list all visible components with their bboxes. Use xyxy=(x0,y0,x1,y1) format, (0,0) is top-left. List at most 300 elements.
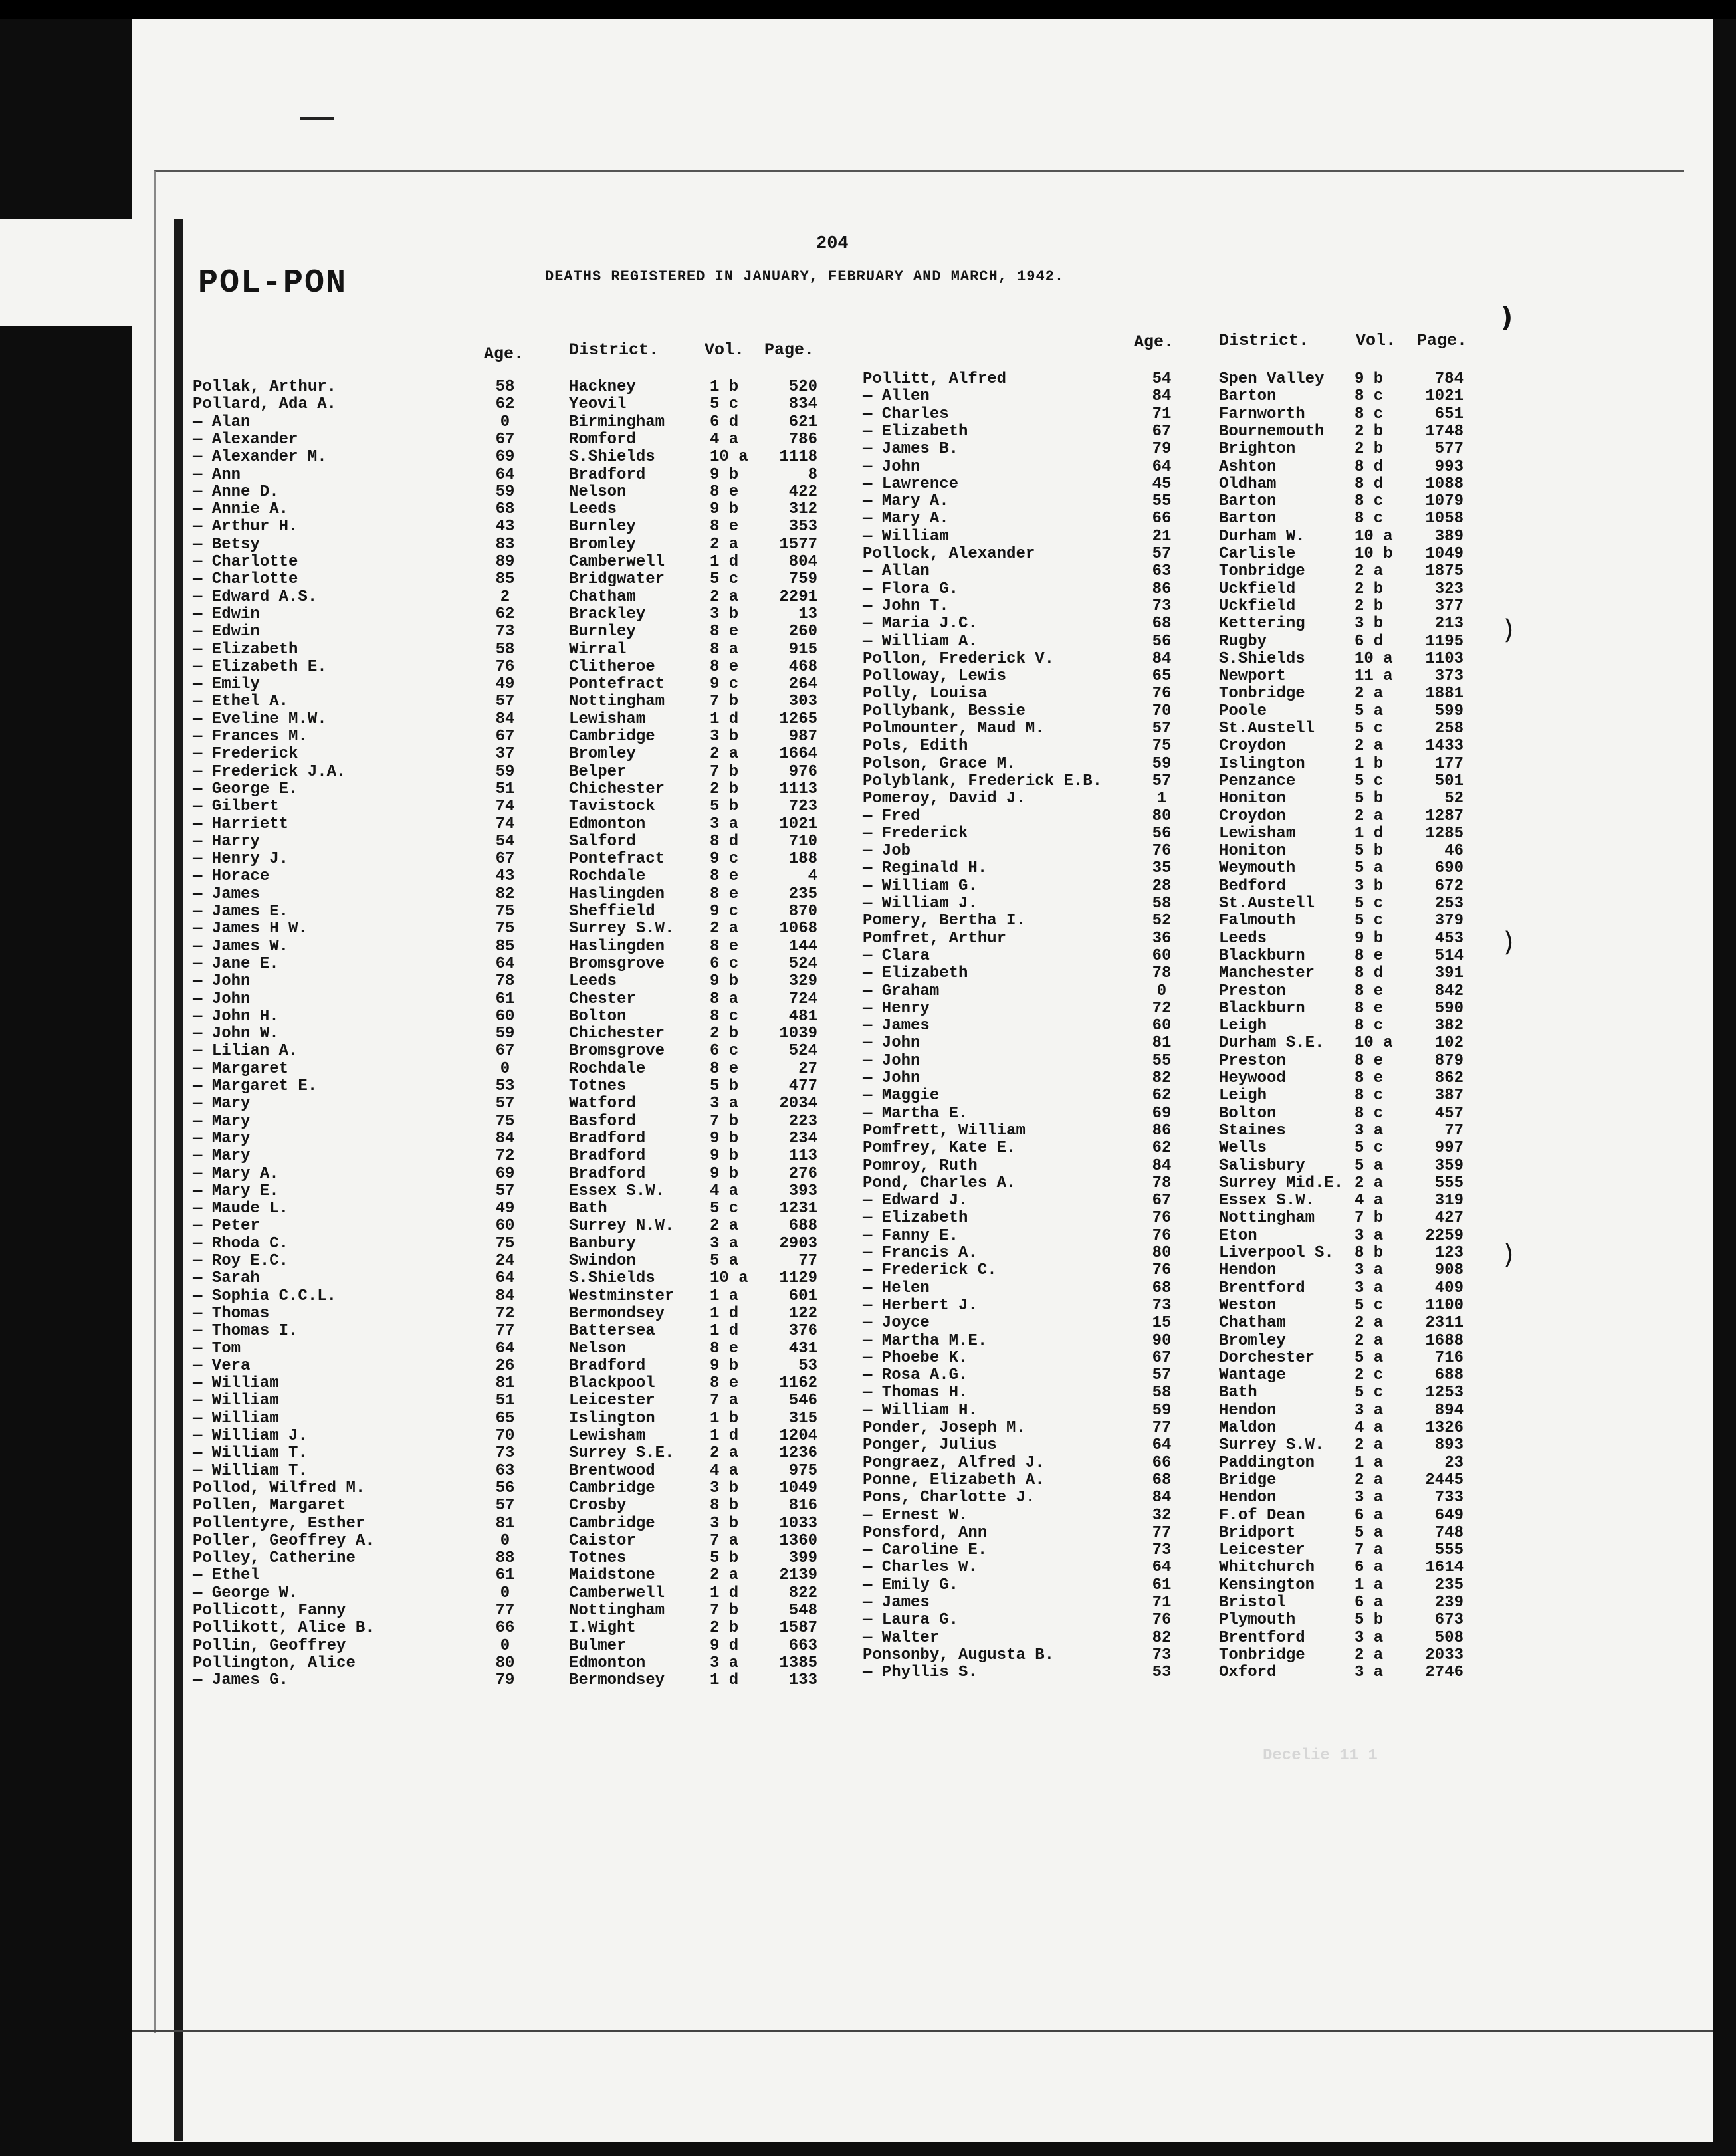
entry-volume: 5 c xyxy=(1355,912,1384,930)
register-entry xyxy=(863,459,1594,476)
entry-district: Chatham xyxy=(1219,1314,1286,1333)
entry-volume: 2 a xyxy=(710,588,739,606)
entry-name: — Elizabeth xyxy=(193,640,298,659)
entry-district: Totnes xyxy=(569,1549,627,1568)
entry-page: 4 xyxy=(808,867,817,886)
entry-name: — Lawrence xyxy=(863,475,959,493)
entry-name: — Margaret xyxy=(193,1059,289,1078)
entry-volume: 5 a xyxy=(710,1252,739,1270)
entry-district: Poole xyxy=(1219,702,1267,720)
film-edge-top xyxy=(0,0,1736,19)
register-entry xyxy=(863,423,1594,441)
entry-district: St.Austell xyxy=(1219,720,1315,738)
entry-age: 1 xyxy=(1156,790,1167,808)
entry-name: — Annie A. xyxy=(193,500,289,519)
entry-district: Kettering xyxy=(1219,615,1305,633)
entry-page: 834 xyxy=(788,395,817,414)
entry-district: Ashton xyxy=(1219,457,1277,476)
entry-page: 555 xyxy=(1434,1541,1464,1560)
entry-district: Newport xyxy=(1219,667,1286,686)
register-entry xyxy=(863,1542,1594,1559)
entry-page: 1385 xyxy=(779,1654,817,1672)
entry-page: 1236 xyxy=(779,1444,817,1463)
entry-volume: 9 c xyxy=(710,903,739,920)
entry-volume: 4 a xyxy=(1355,1419,1384,1437)
entry-name: — James B. xyxy=(863,440,959,459)
index-tab xyxy=(0,219,174,326)
entry-volume: 1 d xyxy=(710,1322,739,1341)
entry-page: 548 xyxy=(788,1602,817,1620)
entry-age: 54 xyxy=(1152,370,1172,388)
entry-volume: 9 c xyxy=(710,675,739,694)
register-entry xyxy=(193,1113,924,1131)
entry-volume: 5 c xyxy=(1355,1384,1384,1402)
register-entry xyxy=(193,973,924,990)
register-entry xyxy=(193,1236,924,1253)
entry-volume: 5 b xyxy=(1355,790,1384,808)
entry-district: Haslingden xyxy=(569,885,665,903)
register-entry xyxy=(193,414,924,431)
register-entry xyxy=(193,851,924,868)
entry-volume: 8 d xyxy=(710,832,739,851)
entry-age: 68 xyxy=(1152,615,1172,633)
entry-page: 376 xyxy=(788,1322,817,1341)
register-entry xyxy=(193,1550,924,1567)
entry-volume: 2 a xyxy=(710,920,739,938)
entry-page: 303 xyxy=(788,693,817,711)
entry-name: — Mary xyxy=(193,1095,251,1113)
entry-age: 61 xyxy=(1152,1576,1172,1594)
entry-district: Surrey N.W. xyxy=(569,1217,675,1236)
register-entry xyxy=(193,1463,924,1480)
entry-age: 58 xyxy=(495,640,515,659)
entry-volume: 2 b xyxy=(710,780,739,798)
register-entry xyxy=(193,449,924,466)
entry-district: I.Wight xyxy=(569,1619,636,1638)
entry-name: — Maria J.C. xyxy=(863,615,978,633)
entry-age: 73 xyxy=(495,623,515,641)
entry-age: 64 xyxy=(495,1269,515,1288)
entry-page: 1253 xyxy=(1425,1384,1464,1402)
right-header-vol: Vol. xyxy=(1356,331,1396,350)
entry-page: 816 xyxy=(788,1497,817,1515)
left-header-page: Page. xyxy=(764,340,815,360)
entry-age: 82 xyxy=(495,885,515,903)
entry-page: 733 xyxy=(1434,1489,1464,1507)
bottom-rule xyxy=(132,2030,1713,2032)
entry-name: — Elizabeth xyxy=(863,964,968,983)
entry-name: Polmounter, Maud M. xyxy=(863,720,1045,738)
entry-district: Weston xyxy=(1219,1296,1277,1315)
entry-name: — William xyxy=(863,527,949,546)
entry-district: Totnes xyxy=(569,1077,627,1095)
entry-district: Lewisham xyxy=(569,710,646,728)
entry-district: Leeds xyxy=(569,972,617,991)
entry-volume: 2 a xyxy=(710,1217,739,1236)
entry-age: 84 xyxy=(1152,1489,1172,1507)
register-entry xyxy=(193,781,924,798)
entry-name: — Phoebe K. xyxy=(863,1348,968,1367)
entry-name: — Charles xyxy=(863,405,949,423)
register-entry xyxy=(863,633,1594,651)
entry-volume: 2 a xyxy=(710,1566,739,1585)
entry-district: Islington xyxy=(569,1409,655,1428)
entry-volume: 8 e xyxy=(1355,982,1384,1000)
entry-page: 2311 xyxy=(1425,1314,1464,1333)
right-header-page: Page. xyxy=(1417,331,1467,350)
entry-district: Bradford xyxy=(569,1147,646,1166)
entry-district: Basford xyxy=(569,1112,636,1131)
entry-page: 52 xyxy=(1444,790,1464,808)
entry-page: 239 xyxy=(1434,1594,1464,1612)
register-entry xyxy=(863,1612,1594,1629)
entry-name: — William G. xyxy=(863,877,978,895)
register-entry xyxy=(193,1043,924,1060)
entry-volume: 8 c xyxy=(1355,1087,1384,1105)
entry-district: Edmonton xyxy=(569,815,646,833)
entry-district: St.Austell xyxy=(1219,895,1315,913)
register-title: DEATHS REGISTERED IN JANUARY, FEBRUARY AND MARCH, 1942. xyxy=(545,269,1065,285)
entry-page: 577 xyxy=(1434,440,1464,459)
entry-district: Bulmer xyxy=(569,1636,627,1655)
entry-page: 975 xyxy=(788,1461,817,1480)
register-entry xyxy=(863,808,1594,825)
entry-age: 76 xyxy=(495,657,515,676)
entry-volume: 3 b xyxy=(710,728,739,746)
entry-district: Brentford xyxy=(1219,1628,1305,1647)
entry-page: 13 xyxy=(798,605,817,623)
register-entry xyxy=(863,1525,1594,1542)
entry-volume: 2 b xyxy=(1355,422,1384,441)
entry-district: Bromley xyxy=(569,535,636,554)
entry-page: 501 xyxy=(1434,772,1464,790)
entry-age: 58 xyxy=(495,378,515,396)
entry-volume: 2 a xyxy=(1355,1436,1384,1455)
entry-page: 234 xyxy=(788,1129,817,1148)
entry-district: Lewisham xyxy=(1219,824,1296,843)
entry-district: Wells xyxy=(1219,1139,1267,1158)
register-entry xyxy=(863,738,1594,755)
entry-district: Uckfield xyxy=(1219,597,1296,615)
entry-page: 264 xyxy=(788,675,817,694)
entry-page: 673 xyxy=(1434,1611,1464,1630)
register-entry xyxy=(863,406,1594,423)
register-entry xyxy=(863,983,1594,1000)
entry-name: — Betsy xyxy=(193,535,260,554)
entry-page: 223 xyxy=(788,1112,817,1131)
register-entry xyxy=(193,886,924,903)
entry-district: Bradford xyxy=(569,465,646,484)
entry-volume: 9 b xyxy=(710,1164,739,1183)
register-entry xyxy=(193,833,924,851)
entry-district: Burnley xyxy=(569,518,636,536)
entry-name: — Joyce xyxy=(863,1314,930,1333)
entry-age: 78 xyxy=(1152,964,1172,983)
entry-age: 83 xyxy=(495,535,515,554)
register-entry xyxy=(193,1602,924,1620)
register-entry xyxy=(193,431,924,449)
entry-age: 35 xyxy=(1152,859,1172,878)
entry-age: 65 xyxy=(495,1409,515,1428)
entry-page: 2139 xyxy=(779,1566,817,1585)
entry-page: 520 xyxy=(788,378,817,396)
entry-district: Maldon xyxy=(1219,1419,1277,1437)
entry-name: — Mary E. xyxy=(193,1182,279,1200)
entry-page: 387 xyxy=(1434,1087,1464,1105)
entry-page: 1204 xyxy=(779,1427,817,1445)
entry-age: 52 xyxy=(1152,912,1172,930)
entry-age: 67 xyxy=(1152,1192,1172,1210)
entry-page: 77 xyxy=(1444,1121,1464,1140)
entry-age: 64 xyxy=(495,954,515,973)
register-entry xyxy=(193,1567,924,1584)
entry-page: 133 xyxy=(788,1671,817,1690)
register-entry xyxy=(193,1358,924,1375)
entry-age: 69 xyxy=(495,1164,515,1183)
entry-district: Hendon xyxy=(1219,1401,1277,1420)
entry-volume: 1 d xyxy=(1355,824,1384,843)
entry-page: 113 xyxy=(788,1147,817,1166)
entry-age: 76 xyxy=(1152,1226,1172,1245)
entry-name: — Horace xyxy=(193,867,270,886)
entry-volume: 5 c xyxy=(710,395,739,414)
register-entry xyxy=(193,1428,924,1445)
entry-page: 1360 xyxy=(779,1531,817,1550)
register-entry xyxy=(863,913,1594,930)
entry-age: 89 xyxy=(495,553,515,571)
entry-volume: 9 b xyxy=(1355,929,1384,948)
entry-age: 68 xyxy=(1152,1471,1172,1489)
entry-name: — Mary xyxy=(193,1147,251,1166)
entry-volume: 1 d xyxy=(710,1304,739,1323)
entry-age: 59 xyxy=(1152,1401,1172,1420)
entry-age: 24 xyxy=(495,1252,515,1270)
entry-page: 724 xyxy=(788,990,817,1008)
entry-district: Bath xyxy=(1219,1384,1257,1402)
entry-district: Watford xyxy=(569,1095,636,1113)
entry-district: Bradford xyxy=(569,1129,646,1148)
register-entry xyxy=(193,798,924,815)
entry-age: 72 xyxy=(1152,999,1172,1018)
entry-page: 621 xyxy=(788,413,817,431)
entry-page: 359 xyxy=(1434,1156,1464,1175)
entry-age: 80 xyxy=(1152,1244,1172,1262)
register-entry xyxy=(863,1210,1594,1227)
entry-name: — Charles W. xyxy=(863,1559,978,1577)
entry-name: Pomfrett, William xyxy=(863,1121,1026,1140)
register-entry xyxy=(193,623,924,641)
entry-age: 36 xyxy=(1152,929,1172,948)
entry-district: Bromley xyxy=(1219,1331,1286,1350)
entry-name: — William T. xyxy=(193,1444,308,1463)
entry-name: — Edwin xyxy=(193,623,260,641)
entry-page: 177 xyxy=(1434,754,1464,773)
register-entry xyxy=(863,1559,1594,1576)
entry-age: 74 xyxy=(495,815,515,833)
entry-district: Chester xyxy=(569,990,636,1008)
entry-name: — Sarah xyxy=(193,1269,260,1288)
entry-volume: 4 a xyxy=(710,1461,739,1480)
entry-age: 84 xyxy=(495,710,515,728)
entry-volume: 1 d xyxy=(710,553,739,571)
entry-volume: 5 a xyxy=(1355,859,1384,878)
entry-age: 76 xyxy=(1152,842,1172,861)
entry-volume: 8 d xyxy=(1355,964,1384,983)
entry-district: Islington xyxy=(1219,754,1305,773)
entry-name: Pomfret, Arthur xyxy=(863,929,1007,948)
entry-age: 72 xyxy=(495,1304,515,1323)
entry-name: — Henry J. xyxy=(193,850,289,869)
entry-district: S.Shields xyxy=(569,1269,655,1288)
entry-volume: 2 a xyxy=(1355,1646,1384,1664)
entry-age: 73 xyxy=(1152,1296,1172,1315)
entry-page: 1049 xyxy=(779,1479,817,1497)
entry-age: 76 xyxy=(1152,685,1172,703)
entry-age: 84 xyxy=(1152,649,1172,668)
entry-age: 57 xyxy=(1152,772,1172,790)
register-entry xyxy=(863,615,1594,633)
register-entry xyxy=(863,598,1594,615)
entry-age: 21 xyxy=(1152,527,1172,546)
entry-district: Chichester xyxy=(569,780,665,798)
entry-volume: 3 b xyxy=(710,1514,739,1533)
entry-age: 60 xyxy=(495,1217,515,1236)
register-entry xyxy=(863,1647,1594,1664)
entry-district: Preston xyxy=(1219,1051,1286,1070)
entry-age: 62 xyxy=(495,605,515,623)
entry-page: 508 xyxy=(1434,1628,1464,1647)
entry-age: 79 xyxy=(1152,440,1172,459)
entry-volume: 2 a xyxy=(1355,737,1384,756)
entry-page: 431 xyxy=(788,1339,817,1358)
entry-age: 66 xyxy=(1152,1454,1172,1472)
register-entry xyxy=(863,1630,1594,1647)
entry-age: 66 xyxy=(1152,510,1172,528)
entry-district: Lewisham xyxy=(569,1427,646,1445)
entry-age: 57 xyxy=(1152,720,1172,738)
register-entry xyxy=(193,676,924,693)
entry-name: — James xyxy=(863,1594,930,1612)
entry-district: Surrey Mid.E. xyxy=(1219,1174,1344,1192)
entry-district: Penzance xyxy=(1219,772,1296,790)
entry-volume: 2 c xyxy=(1355,1366,1384,1385)
entry-page: 27 xyxy=(798,1059,817,1078)
entry-age: 85 xyxy=(495,570,515,589)
entry-district: Rugby xyxy=(1219,632,1267,651)
entry-district: Hendon xyxy=(1219,1489,1277,1507)
entry-volume: 5 c xyxy=(710,1200,739,1218)
entry-page: 329 xyxy=(788,972,817,991)
entry-name: — Edwin xyxy=(193,605,260,623)
register-entry xyxy=(863,1140,1594,1157)
entry-page: 546 xyxy=(788,1392,817,1410)
entry-name: — Elizabeth xyxy=(863,1209,968,1228)
entry-district: Essex S.W. xyxy=(569,1182,665,1200)
entry-age: 80 xyxy=(1152,807,1172,825)
entry-district: Leicester xyxy=(1219,1541,1305,1560)
entry-name: — Arthur H. xyxy=(193,518,298,536)
entry-volume: 8 c xyxy=(1355,492,1384,511)
entry-name: — Martha M.E. xyxy=(863,1331,988,1350)
entry-district: Essex S.W. xyxy=(1219,1192,1315,1210)
entry-name: — Eveline M.W. xyxy=(193,710,327,728)
entry-volume: 8 a xyxy=(710,640,739,659)
register-entry xyxy=(863,1280,1594,1297)
entry-name: — James H W. xyxy=(193,920,308,938)
entry-volume: 6 c xyxy=(710,954,739,973)
entry-page: 2034 xyxy=(779,1095,817,1113)
entry-name: — John xyxy=(193,972,251,991)
entry-district: Staines xyxy=(1219,1121,1286,1140)
entry-volume: 4 a xyxy=(1355,1192,1384,1210)
entry-volume: 2 a xyxy=(1355,1471,1384,1489)
entry-page: 122 xyxy=(788,1304,817,1323)
entry-volume: 2 a xyxy=(1355,1314,1384,1333)
entry-page: 651 xyxy=(1434,405,1464,423)
entry-page: 716 xyxy=(1434,1348,1464,1367)
entry-district: Cambridge xyxy=(569,1514,655,1533)
entry-district: Camberwell xyxy=(569,1584,665,1602)
entry-name: — Emily G. xyxy=(863,1576,959,1594)
entry-district: Blackpool xyxy=(569,1374,655,1393)
entry-district: Bridgwater xyxy=(569,570,665,589)
entry-age: 71 xyxy=(1152,405,1172,423)
entry-age: 67 xyxy=(495,728,515,746)
entry-page: 213 xyxy=(1434,615,1464,633)
entry-page: 409 xyxy=(1434,1279,1464,1297)
register-entry xyxy=(193,1392,924,1410)
entry-age: 77 xyxy=(495,1602,515,1620)
entry-page: 2033 xyxy=(1425,1646,1464,1664)
entry-name: — James xyxy=(193,885,260,903)
entry-name: — Herbert J. xyxy=(863,1296,978,1315)
entry-name: Polley, Catherine xyxy=(193,1549,356,1568)
entry-age: 73 xyxy=(1152,1541,1172,1560)
entry-name: Pols, Edith xyxy=(863,737,968,756)
entry-name: Pollentyre, Esther xyxy=(193,1514,366,1533)
entry-page: 393 xyxy=(788,1182,817,1200)
entry-district: Maidstone xyxy=(569,1566,655,1585)
entry-page: 379 xyxy=(1434,912,1464,930)
entry-district: Battersea xyxy=(569,1322,655,1341)
register-entry xyxy=(193,641,924,659)
entry-page: 2259 xyxy=(1425,1226,1464,1245)
entry-age: 0 xyxy=(1156,982,1167,1000)
surname-range: POL-PON xyxy=(198,265,348,302)
entry-volume: 7 a xyxy=(710,1392,739,1410)
entry-volume: 8 e xyxy=(710,867,739,886)
entry-volume: 8 e xyxy=(710,657,739,676)
register-entry xyxy=(863,1228,1594,1245)
register-entry xyxy=(193,1533,924,1550)
entry-name: — Rosa A.G. xyxy=(863,1366,968,1385)
entry-name: Pomfrey, Kate E. xyxy=(863,1139,1016,1158)
register-entry xyxy=(863,1664,1594,1681)
entry-page: 601 xyxy=(788,1287,817,1305)
entry-volume: 1 d xyxy=(710,1671,739,1690)
entry-page: 1049 xyxy=(1425,545,1464,563)
entry-volume: 1 a xyxy=(1355,1576,1384,1594)
entry-age: 57 xyxy=(1152,545,1172,563)
entry-volume: 2 a xyxy=(710,745,739,764)
entry-volume: 9 b xyxy=(710,972,739,991)
register-entry xyxy=(863,930,1594,948)
entry-volume: 3 a xyxy=(1355,1664,1384,1682)
entry-name: — William T. xyxy=(193,1461,308,1480)
register-entry xyxy=(863,1192,1594,1210)
entry-district: Farnworth xyxy=(1219,405,1305,423)
entry-district: Leeds xyxy=(1219,929,1267,948)
